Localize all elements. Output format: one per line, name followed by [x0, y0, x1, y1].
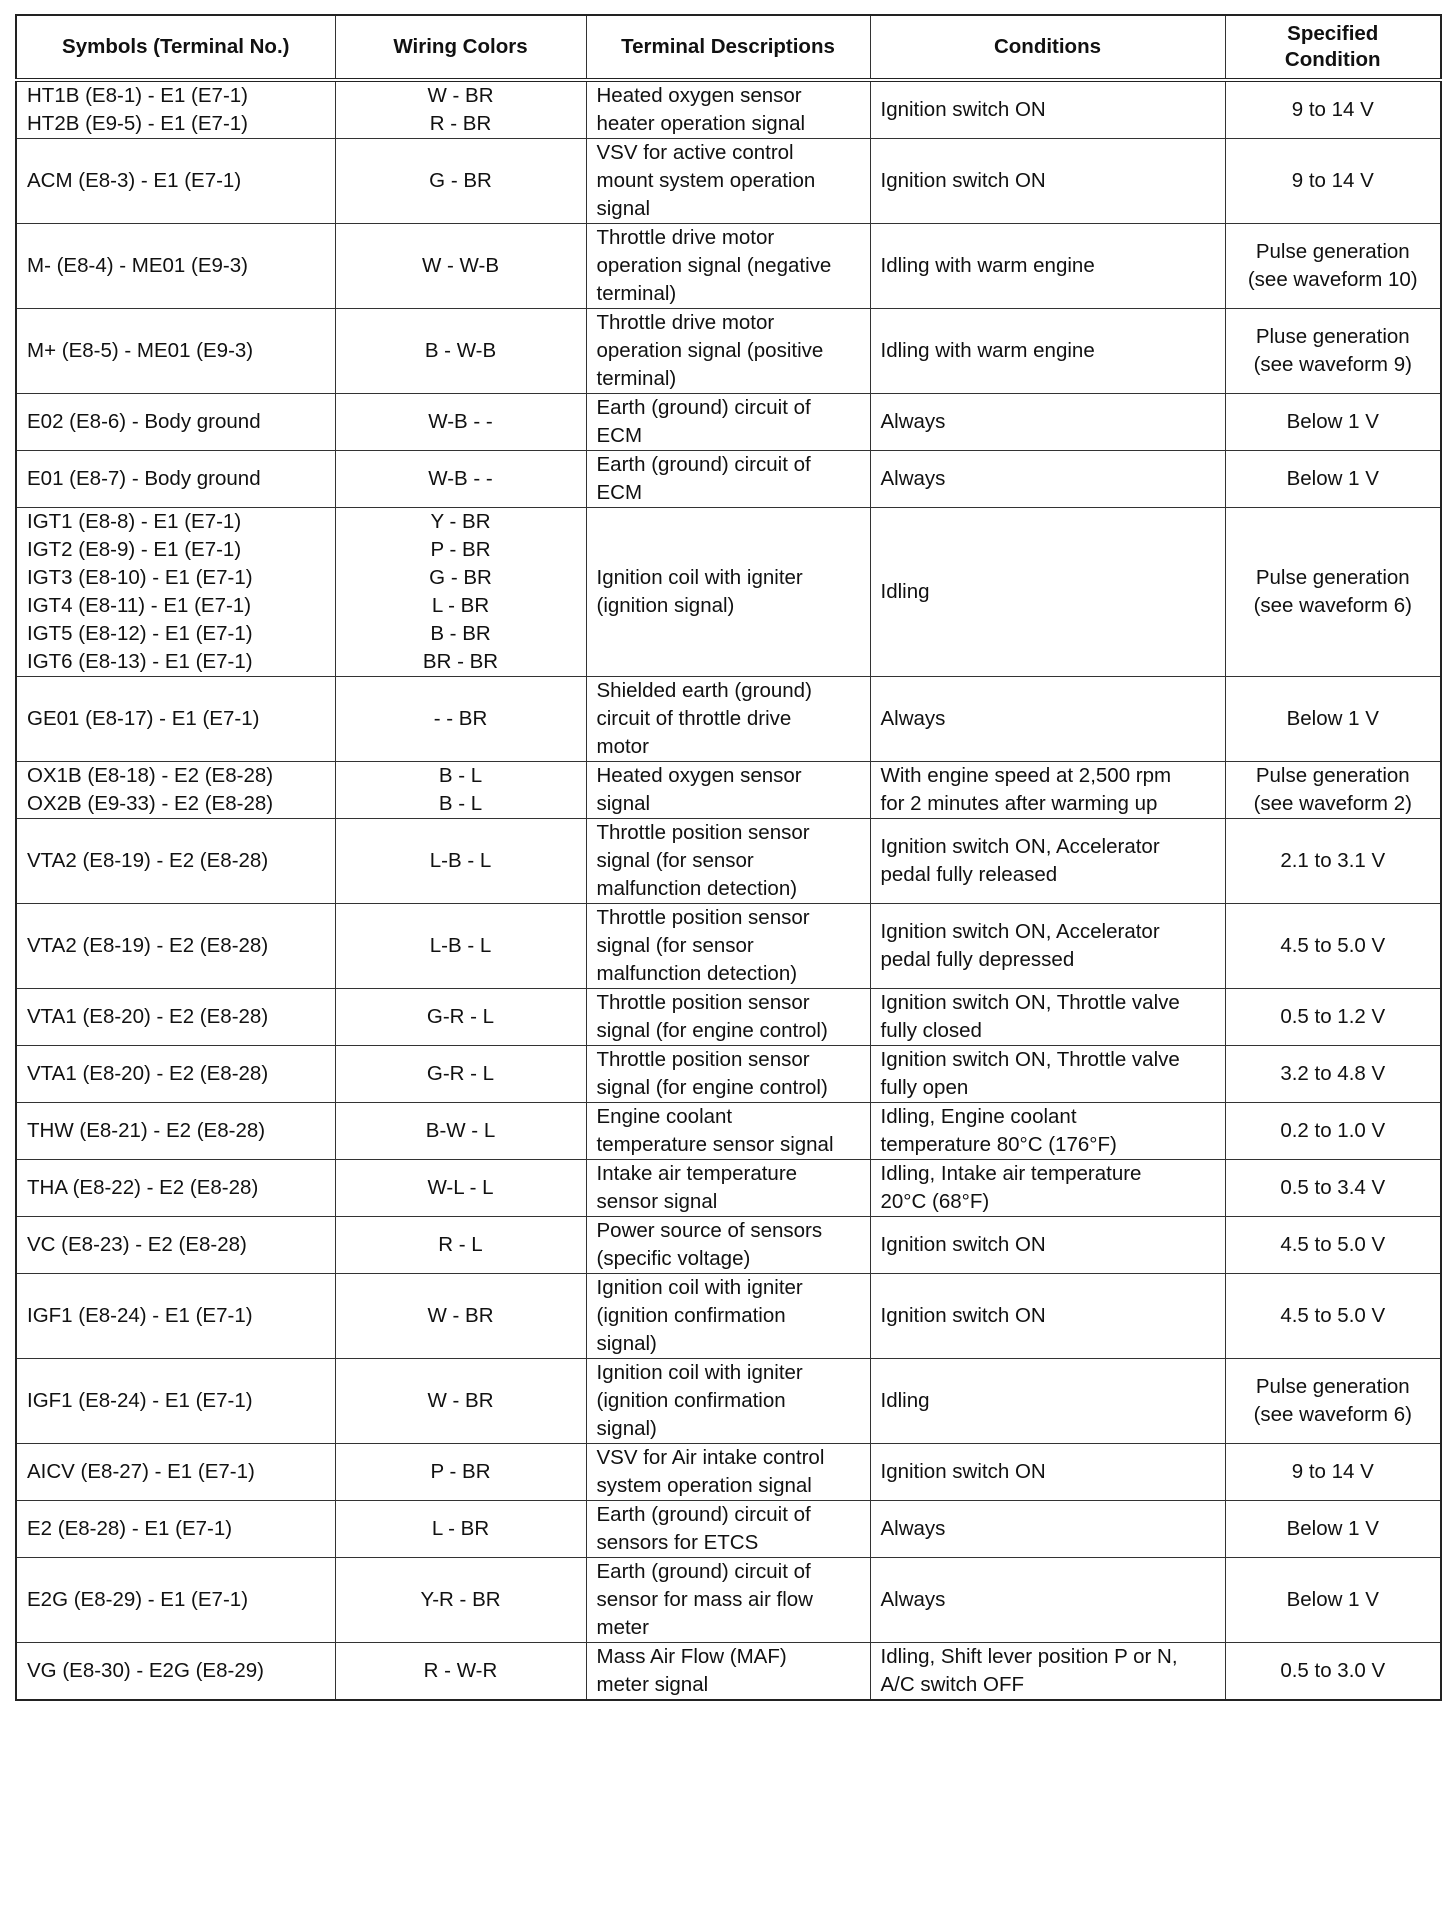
- cell-specified-condition-text: Pulse generation (see waveform 6): [1253, 1375, 1412, 1426]
- cell-specified-condition: [1225, 309, 1441, 394]
- cell-wiring-colors: [335, 1444, 586, 1501]
- cell-specified-condition-text: 9 to 14 V: [1291, 98, 1374, 121]
- cell-wiring-colors: [335, 1103, 586, 1160]
- cell-conditions: [870, 1501, 1225, 1558]
- cell-specified-condition-text: 4.5 to 5.0 V: [1280, 934, 1386, 957]
- table-row: [16, 224, 1441, 309]
- cell-terminal-description: [586, 1217, 870, 1274]
- cell-terminal-description: [586, 508, 870, 677]
- cell-conditions-text: Idling with warm engine: [880, 339, 1095, 362]
- cell-terminal-description: [586, 1103, 870, 1160]
- cell-wiring-colors: [335, 80, 586, 139]
- cell-specified-condition: [1225, 1444, 1441, 1501]
- table-row: [16, 1643, 1441, 1701]
- terminal-symbol: IGF1 (E8-24) - E1 (E7-1): [27, 1304, 253, 1327]
- cell-specified-condition: [1225, 508, 1441, 677]
- cell-wiring-colors: [335, 309, 586, 394]
- cell-conditions: [870, 989, 1225, 1046]
- cell-specified-condition-text: Below 1 V: [1286, 467, 1379, 490]
- cell-symbols: [16, 451, 335, 508]
- cell-conditions: [870, 1217, 1225, 1274]
- header-row: [16, 15, 1441, 80]
- terminal-symbol: VG (E8-30) - E2G (E8-29): [27, 1659, 264, 1682]
- cell-terminal-description: [586, 1558, 870, 1643]
- table-row: [16, 1103, 1441, 1160]
- cell-specified-condition: [1225, 1103, 1441, 1160]
- cell-conditions-text: Idling: [880, 1389, 930, 1412]
- cell-terminal-description-text: Throttle position sensor signal (for sensor malfunction detection): [596, 906, 810, 985]
- cell-symbols: [16, 1274, 335, 1359]
- terminal-symbol: E02 (E8-6) - Body ground: [27, 410, 261, 433]
- cell-specified-condition-text: 0.5 to 1.2 V: [1280, 1005, 1386, 1028]
- terminal-symbol: ACM (E8-3) - E1 (E7-1): [27, 169, 242, 192]
- cell-specified-condition: [1225, 80, 1441, 139]
- cell-symbols: [16, 139, 335, 224]
- table-row: [16, 904, 1441, 989]
- table-row: [16, 989, 1441, 1046]
- cell-specified-condition-text: Pulse generation (see waveform 10): [1247, 240, 1418, 291]
- cell-specified-condition: [1225, 762, 1441, 819]
- wiring-color: B - L: [438, 792, 483, 815]
- table-row: [16, 1359, 1441, 1444]
- table-body: [16, 80, 1441, 1700]
- cell-terminal-description: [586, 139, 870, 224]
- cell-conditions-text: Idling, Shift lever position P or N, A/C switch OFF: [880, 1645, 1178, 1696]
- wiring-color: R - W-R: [423, 1659, 498, 1682]
- cell-terminal-description-text: VSV for active control mount system operation signal: [596, 141, 816, 220]
- cell-wiring-colors: [335, 1274, 586, 1359]
- cell-wiring-colors: [335, 989, 586, 1046]
- header-symbols: Symbols (Terminal No.): [16, 15, 335, 80]
- cell-symbols: [16, 80, 335, 139]
- cell-terminal-description: [586, 1046, 870, 1103]
- table-row: [16, 508, 1441, 677]
- cell-terminal-description: [586, 989, 870, 1046]
- cell-specified-condition: [1225, 1274, 1441, 1359]
- cell-specified-condition-text: Pulse generation (see waveform 2): [1253, 764, 1412, 815]
- cell-conditions-text: Ignition switch ON, Accelerator pedal fully depressed: [880, 920, 1160, 971]
- cell-symbols: [16, 1359, 335, 1444]
- wiring-color: R - L: [438, 1233, 483, 1256]
- cell-symbols: [16, 224, 335, 309]
- cell-conditions: [870, 224, 1225, 309]
- wiring-color: L-B - L: [429, 934, 492, 957]
- cell-terminal-description: [586, 1444, 870, 1501]
- cell-terminal-description-text: Throttle position sensor signal (for engine control): [596, 1048, 828, 1099]
- wiring-color: W - BR: [427, 1304, 494, 1327]
- cell-terminal-description-text: Ignition coil with igniter (ignition confirmation signal): [596, 1276, 803, 1355]
- header-wiring-colors: Wiring Colors: [335, 15, 586, 80]
- cell-conditions-text: Idling: [880, 580, 930, 603]
- table-row: [16, 1046, 1441, 1103]
- table-row: [16, 1444, 1441, 1501]
- cell-conditions-text: Ignition switch ON: [880, 1233, 1046, 1256]
- cell-specified-condition: [1225, 394, 1441, 451]
- terminal-symbol: IGT3 (E8-10) - E1 (E7-1): [27, 566, 253, 589]
- cell-terminal-description-text: Throttle drive motor operation signal (negative terminal): [596, 226, 832, 305]
- wiring-color: G - BR: [429, 566, 492, 589]
- cell-conditions-text: Ignition switch ON, Throttle valve fully open: [880, 1048, 1180, 1099]
- terminal-symbol: E2G (E8-29) - E1 (E7-1): [27, 1588, 249, 1611]
- cell-terminal-description-text: Throttle position sensor signal (for sensor malfunction detection): [596, 821, 810, 900]
- cell-conditions: [870, 1103, 1225, 1160]
- terminal-symbol: THA (E8-22) - E2 (E8-28): [27, 1176, 259, 1199]
- cell-wiring-colors: [335, 1558, 586, 1643]
- wiring-color: G-R - L: [426, 1005, 495, 1028]
- wiring-color: W-B - -: [428, 410, 493, 433]
- cell-specified-condition: [1225, 1643, 1441, 1701]
- header-specified-condition: [1225, 15, 1441, 80]
- cell-wiring-colors: [335, 677, 586, 762]
- cell-terminal-description-text: Heated oxygen sensor signal: [596, 764, 802, 815]
- cell-specified-condition: [1225, 1501, 1441, 1558]
- cell-conditions-text: Ignition switch ON: [880, 169, 1046, 192]
- cell-specified-condition-text: 4.5 to 5.0 V: [1280, 1233, 1386, 1256]
- ecm-terminal-table: [15, 14, 1442, 1701]
- cell-terminal-description: [586, 762, 870, 819]
- cell-specified-condition-text: 9 to 14 V: [1291, 1460, 1374, 1483]
- cell-wiring-colors: [335, 1501, 586, 1558]
- terminal-symbol: E01 (E8-7) - Body ground: [27, 467, 261, 490]
- cell-terminal-description-text: Power source of sensors (specific voltage): [596, 1219, 823, 1270]
- cell-specified-condition: [1225, 819, 1441, 904]
- header-conditions: Conditions: [870, 15, 1225, 80]
- cell-conditions: [870, 80, 1225, 139]
- cell-specified-condition-text: 9 to 14 V: [1291, 169, 1374, 192]
- cell-conditions-text: Ignition switch ON: [880, 1304, 1046, 1327]
- terminal-symbol: M- (E8-4) - ME01 (E9-3): [27, 254, 248, 277]
- cell-conditions: [870, 1046, 1225, 1103]
- cell-wiring-colors: [335, 1643, 586, 1701]
- cell-terminal-description: [586, 904, 870, 989]
- cell-symbols: [16, 1046, 335, 1103]
- header-specified-text: Specified Condition: [1284, 22, 1381, 71]
- terminal-symbol: VTA2 (E8-19) - E2 (E8-28): [27, 934, 269, 957]
- cell-conditions-text: Idling, Intake air temperature 20°C (68°F): [880, 1162, 1142, 1213]
- table-row: [16, 677, 1441, 762]
- wiring-color: L - BR: [431, 1517, 490, 1540]
- cell-wiring-colors: [335, 904, 586, 989]
- cell-specified-condition-text: Pluse generation (see waveform 9): [1253, 325, 1412, 376]
- cell-specified-condition-text: Below 1 V: [1286, 1588, 1379, 1611]
- cell-symbols: [16, 762, 335, 819]
- cell-terminal-description: [586, 309, 870, 394]
- cell-conditions-text: Ignition switch ON: [880, 1460, 1046, 1483]
- cell-symbols: [16, 677, 335, 762]
- wiring-color: L-B - L: [429, 849, 492, 872]
- cell-specified-condition-text: Below 1 V: [1286, 1517, 1379, 1540]
- cell-conditions-text: Ignition switch ON, Accelerator pedal fully released: [880, 835, 1160, 886]
- table-row: [16, 1160, 1441, 1217]
- table-row: [16, 762, 1441, 819]
- cell-conditions-text: Idling with warm engine: [880, 254, 1095, 277]
- cell-terminal-description-text: Intake air temperature sensor signal: [596, 1162, 798, 1213]
- cell-wiring-colors: [335, 451, 586, 508]
- cell-specified-condition-text: 2.1 to 3.1 V: [1280, 849, 1386, 872]
- terminal-symbol: M+ (E8-5) - ME01 (E9-3): [27, 339, 254, 362]
- wiring-color: B-W - L: [425, 1119, 496, 1142]
- cell-conditions: [870, 394, 1225, 451]
- cell-specified-condition-text: 0.5 to 3.4 V: [1280, 1176, 1386, 1199]
- cell-conditions: [870, 451, 1225, 508]
- cell-conditions: [870, 1558, 1225, 1643]
- cell-specified-condition-text: 0.2 to 1.0 V: [1280, 1119, 1386, 1142]
- terminal-symbol: VC (E8-23) - E2 (E8-28): [27, 1233, 247, 1256]
- cell-specified-condition: [1225, 1046, 1441, 1103]
- wiring-color: R - BR: [429, 112, 492, 135]
- cell-conditions-text: Always: [880, 1517, 946, 1540]
- cell-specified-condition-text: Below 1 V: [1286, 707, 1379, 730]
- terminal-table-container: [15, 14, 1440, 1701]
- cell-terminal-description-text: Ignition coil with igniter (ignition confirmation signal): [596, 1361, 803, 1440]
- table-row: [16, 1217, 1441, 1274]
- cell-terminal-description: [586, 1160, 870, 1217]
- cell-terminal-description: [586, 451, 870, 508]
- cell-terminal-description: [586, 1501, 870, 1558]
- cell-symbols: [16, 1160, 335, 1217]
- cell-conditions: [870, 819, 1225, 904]
- header-terminal-descriptions: Terminal Descriptions: [586, 15, 870, 80]
- cell-wiring-colors: [335, 1046, 586, 1103]
- cell-specified-condition: [1225, 1359, 1441, 1444]
- wiring-color: P - BR: [430, 1460, 491, 1483]
- cell-conditions-text: With engine speed at 2,500 rpm for 2 minutes after warming up: [880, 764, 1172, 815]
- cell-conditions: [870, 1643, 1225, 1701]
- wiring-color: G - BR: [429, 169, 492, 192]
- table-row: [16, 819, 1441, 904]
- cell-specified-condition-text: Below 1 V: [1286, 410, 1379, 433]
- table-row: [16, 309, 1441, 394]
- cell-specified-condition: [1225, 139, 1441, 224]
- cell-terminal-description: [586, 1643, 870, 1701]
- cell-terminal-description-text: Earth (ground) circuit of sensor for mass air flow meter: [596, 1560, 813, 1639]
- cell-specified-condition-text: Pulse generation (see waveform 6): [1253, 566, 1412, 617]
- cell-symbols: [16, 904, 335, 989]
- terminal-symbol: VTA2 (E8-19) - E2 (E8-28): [27, 849, 269, 872]
- cell-terminal-description: [586, 677, 870, 762]
- cell-symbols: [16, 394, 335, 451]
- cell-symbols: [16, 1103, 335, 1160]
- wiring-color: W-L - L: [427, 1176, 494, 1199]
- cell-specified-condition: [1225, 989, 1441, 1046]
- table-row: [16, 80, 1441, 139]
- wiring-color: P - BR: [430, 538, 491, 561]
- cell-conditions-text: Always: [880, 1588, 946, 1611]
- wiring-color: W - BR: [427, 84, 494, 107]
- cell-terminal-description-text: Earth (ground) circuit of ECM: [596, 396, 811, 447]
- wiring-color: - - BR: [433, 707, 488, 730]
- cell-terminal-description: [586, 819, 870, 904]
- cell-conditions-text: Ignition switch ON: [880, 98, 1046, 121]
- wiring-color: G-R - L: [426, 1062, 495, 1085]
- wiring-color: B - W-B: [424, 339, 497, 362]
- terminal-symbol: E2 (E8-28) - E1 (E7-1): [27, 1517, 233, 1540]
- cell-specified-condition-text: 4.5 to 5.0 V: [1280, 1304, 1386, 1327]
- wiring-color: BR - BR: [422, 650, 499, 673]
- terminal-symbol: HT2B (E9-5) - E1 (E7-1): [27, 112, 248, 135]
- table-row: [16, 451, 1441, 508]
- cell-conditions-text: Always: [880, 707, 946, 730]
- wiring-color: L - BR: [431, 594, 490, 617]
- terminal-symbol: AICV (E8-27) - E1 (E7-1): [27, 1460, 255, 1483]
- terminal-symbol: VTA1 (E8-20) - E2 (E8-28): [27, 1062, 269, 1085]
- cell-specified-condition: [1225, 1217, 1441, 1274]
- terminal-symbol: IGT4 (E8-11) - E1 (E7-1): [27, 594, 252, 617]
- wiring-color: B - BR: [430, 622, 491, 645]
- cell-terminal-description: [586, 80, 870, 139]
- table-row: [16, 1501, 1441, 1558]
- table-row: [16, 1274, 1441, 1359]
- cell-terminal-description: [586, 1359, 870, 1444]
- cell-wiring-colors: [335, 819, 586, 904]
- cell-terminal-description-text: Engine coolant temperature sensor signal: [596, 1105, 834, 1156]
- cell-symbols: [16, 1501, 335, 1558]
- cell-conditions: [870, 1359, 1225, 1444]
- cell-specified-condition: [1225, 1160, 1441, 1217]
- cell-conditions: [870, 1160, 1225, 1217]
- cell-terminal-description-text: Shielded earth (ground) circuit of throttle drive motor: [596, 679, 812, 758]
- cell-symbols: [16, 989, 335, 1046]
- cell-wiring-colors: [335, 508, 586, 677]
- wiring-color: W - BR: [427, 1389, 494, 1412]
- table-row: [16, 394, 1441, 451]
- table-row: [16, 139, 1441, 224]
- cell-conditions: [870, 904, 1225, 989]
- cell-conditions: [870, 1444, 1225, 1501]
- cell-terminal-description-text: Heated oxygen sensor heater operation signal: [596, 84, 806, 135]
- cell-wiring-colors: [335, 224, 586, 309]
- cell-symbols: [16, 309, 335, 394]
- terminal-symbol: OX2B (E9-33) - E2 (E8-28): [27, 792, 274, 815]
- cell-specified-condition-text: 0.5 to 3.0 V: [1280, 1659, 1386, 1682]
- terminal-symbol: IGT1 (E8-8) - E1 (E7-1): [27, 510, 242, 533]
- terminal-symbol: HT1B (E8-1) - E1 (E7-1): [27, 84, 248, 107]
- cell-wiring-colors: [335, 394, 586, 451]
- cell-terminal-description-text: Ignition coil with igniter (ignition signal): [596, 566, 803, 617]
- cell-terminal-description: [586, 394, 870, 451]
- cell-specified-condition: [1225, 224, 1441, 309]
- cell-conditions-text: Always: [880, 467, 946, 490]
- wiring-color: W - W-B: [421, 254, 500, 277]
- cell-conditions: [870, 508, 1225, 677]
- cell-symbols: [16, 819, 335, 904]
- terminal-symbol: THW (E8-21) - E2 (E8-28): [27, 1119, 266, 1142]
- wiring-color: Y - BR: [430, 510, 491, 533]
- terminal-symbol: VTA1 (E8-20) - E2 (E8-28): [27, 1005, 269, 1028]
- cell-symbols: [16, 1558, 335, 1643]
- cell-terminal-description: [586, 1274, 870, 1359]
- table-row: [16, 1558, 1441, 1643]
- cell-specified-condition: [1225, 677, 1441, 762]
- terminal-symbol: IGT5 (E8-12) - E1 (E7-1): [27, 622, 253, 645]
- terminal-symbol: GE01 (E8-17) - E1 (E7-1): [27, 707, 260, 730]
- cell-conditions-text: Ignition switch ON, Throttle valve fully closed: [880, 991, 1180, 1042]
- cell-wiring-colors: [335, 1359, 586, 1444]
- table-header: [16, 15, 1441, 80]
- terminal-symbol: OX1B (E8-18) - E2 (E8-28): [27, 764, 274, 787]
- cell-wiring-colors: [335, 1217, 586, 1274]
- cell-wiring-colors: [335, 139, 586, 224]
- cell-terminal-description-text: Mass Air Flow (MAF) meter signal: [596, 1645, 787, 1696]
- cell-conditions: [870, 309, 1225, 394]
- terminal-symbol: IGT2 (E8-9) - E1 (E7-1): [27, 538, 242, 561]
- wiring-color: Y-R - BR: [420, 1588, 501, 1611]
- cell-conditions: [870, 677, 1225, 762]
- cell-terminal-description: [586, 224, 870, 309]
- terminal-symbol: IGT6 (E8-13) - E1 (E7-1): [27, 650, 253, 673]
- cell-terminal-description-text: Throttle position sensor signal (for engine control): [596, 991, 828, 1042]
- cell-terminal-description-text: Throttle drive motor operation signal (positive terminal): [596, 311, 824, 390]
- cell-symbols: [16, 508, 335, 677]
- cell-conditions: [870, 139, 1225, 224]
- cell-wiring-colors: [335, 762, 586, 819]
- cell-conditions: [870, 762, 1225, 819]
- cell-specified-condition: [1225, 1558, 1441, 1643]
- cell-symbols: [16, 1444, 335, 1501]
- cell-conditions: [870, 1274, 1225, 1359]
- wiring-color: B - L: [438, 764, 483, 787]
- terminal-symbol: IGF1 (E8-24) - E1 (E7-1): [27, 1389, 253, 1412]
- cell-specified-condition: [1225, 904, 1441, 989]
- cell-symbols: [16, 1217, 335, 1274]
- cell-terminal-description-text: Earth (ground) circuit of sensors for ETCS: [596, 1503, 811, 1554]
- wiring-color: W-B - -: [428, 467, 493, 490]
- cell-terminal-description-text: Earth (ground) circuit of ECM: [596, 453, 811, 504]
- cell-symbols: [16, 1643, 335, 1701]
- cell-conditions-text: Always: [880, 410, 946, 433]
- cell-specified-condition: [1225, 451, 1441, 508]
- cell-terminal-description-text: VSV for Air intake control system operation signal: [596, 1446, 825, 1497]
- cell-wiring-colors: [335, 1160, 586, 1217]
- cell-specified-condition-text: 3.2 to 4.8 V: [1280, 1062, 1386, 1085]
- cell-conditions-text: Idling, Engine coolant temperature 80°C (176°F): [880, 1105, 1117, 1156]
